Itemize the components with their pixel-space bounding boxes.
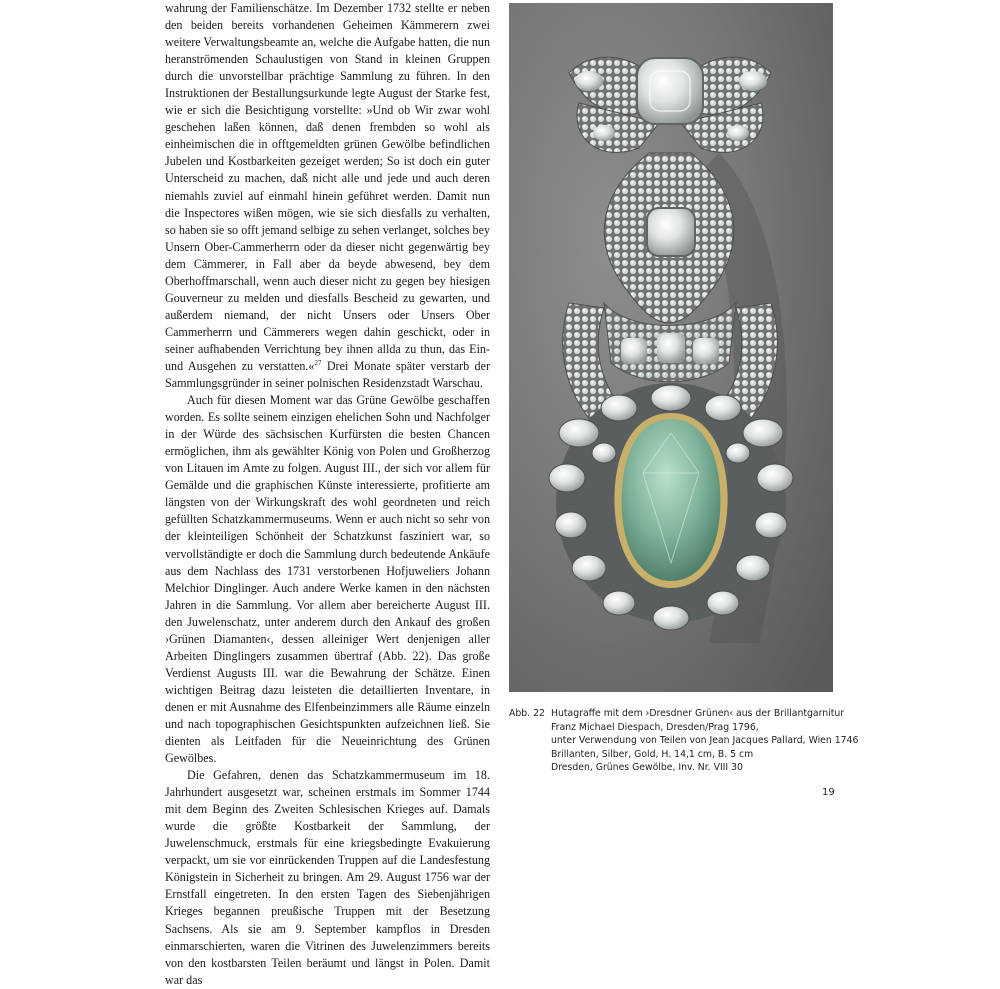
caption-line: Hutagraffe mit dem ›Dresdner Grünen‹ aus der Brillantgarnitur [551, 708, 845, 719]
hat-clasp-illustration [509, 3, 833, 692]
footnote-marker[interactable]: 27 [314, 358, 322, 367]
paragraph-1-tail: Drei Monate später verstarb der Sammlungsgründer in seiner polnischen Residenzstadt Warschau. [165, 358, 490, 391]
caption-line: unter Verwendung von Teilen von Jean Jacques Pallard, Wien 1746 [551, 735, 859, 746]
paragraph-1 [165, 0, 490, 392]
caption-line: Dresden, Grünes Gewölbe, Inv. Nr. VIII 30 [551, 762, 743, 773]
page-number: 19 [822, 787, 835, 798]
green-diamond [622, 419, 721, 581]
paragraph-2: Auch für diesen Moment war das Grüne Gewölbe geschaffen worden. Es sollte seinem einzigen ehelichen Sohn und Nachfolger in der Würde des sächsischen Kurfürsten die besten Chancen ermöglichen, ihm als gewählter König von Polen und Großherzog von Litauen im Amte zu folgen. August III., der sich vor allem für Gemälde und die graphischen Künste interessierte, profitierte am längsten von der Wirkungskraft des wohl geordneten und reich gefüllten Schatzkammermuseums. Wenn er auch nicht so sehr von der kleinteiligen Schönheit der Schatzkunst fasziniert war, so vervollständigte er doch die Sammlung durch bedeutende Ankäufe aus dem Nachlass des 1731 verstorbenen Hofjuweliers Johann Melchior Dinglinger. Auch andere Werke kamen in den nächsten Jahren in die Sammlung. Vor allem aber bereicherte August III. den Juwelenschatz, unter anderem durch den Ankauf des großen ›Grünen Diamanten‹, dessen alleiniger Wert denjenigen aller Arbeiten Dinglingers zusammen übertraf (Abb. 22). Das große Verdienst Augusts III. war die Bewahrung der Schätze. Einen wichtigen Beitrag dazu leisteten die detaillierten Inventare, in denen er mit Ausnahme des Elfenbeinzimmers alle Räume einzeln und nach topographischen Gesichtspunkten aufzeichnen ließ. Sie dienten als Leitfaden für die Neueinrichtung des Grünen Gewölbes. [165, 393, 490, 766]
body-text-column [165, 0, 490, 989]
caption-line: Franz Michael Diespach, Dresden/Prag 1796, [551, 721, 759, 733]
caption-line: Brillanten, Silber, Gold, H. 14,1 cm, B. 5 cm [551, 748, 754, 760]
caption-lines [551, 707, 859, 775]
paragraph-1-text: wahrung der Familienschätze. Im Dezember 1732 stellte er neben den beiden bereits vorhandenen Geheimen Kämmerern zwei weitere Verwaltungsbeamte an, welche die Aufgabe hatten, die nun heranströmenden Schaulustigen von Stand in kleinen Gruppen durch die unvorstellbar prächtige Sammlung zu führen. In den Instruktionen der Bestallungsurkunde legte August der Starke fest, wie er sich die Besichtigung vorstellte: »Und ob Wir zwar wohl geschehen laßen können, daß denen frembden so wohl als einheimischen die in offtgemeldten grünen Gewölbe befindlichen Jubelen und Kostbarkeiten gezeiget werden; So ist doch ein guter Unterscheid zu machen, daß nicht alle und jede und auch deren niemahls zuviel auf einmahl hinein geführet werden. Damit nun die Inspectores wißen mögen, wie sie sich diesfalls zu verhalten, so haben sie so offt jemand selbige zu sehen verlanget, solches bey Unsern Ober-Cammerherrn oder da dieser nicht gegenwärtig bey dem Cämmerer, in Fall aber da beyde abwesend, bey dem Oberhoffmarschall, wenn auch dieser nicht zu gegen bey hiesigen Gouverneur zu melden und diesfalls Bescheid zu gewarten, und außerdem niemand, der nicht Unsers oder Unsers Ober Cammerherrn und Cämmerers wegen dahin geschickt, oder in seiner aufhabenden Verrichtung bey ihnen allda zu thun, das Ein- und Ausgehen zu verstatten.« [165, 1, 490, 373]
jewel-photograph [509, 3, 833, 692]
paragraph-3: Die Gefahren, denen das Schatzkammermuseum im 18. Jahrhundert ausgesetzt war, scheinen erstmals im Sommer 1744 mit dem Beginn des Zweiten Schlesischen Krieges auf. Damals wurde die größte Kostbarkeit der Sammlung, der Juwelenschmuck, erstmals für eine kriegsbedingte Evakuierung verpackt, um sie vor einrückenden Truppen auf die Landesfestung Königstein in Sicherheit zu bringen. Am 29. August 1756 war der Ernstfall eingetreten. In den ersten Tagen des Siebenjährigen Krieges begannen preußische Truppen mit der Besetzung Sachsens. Als sie am 9. September kampflos in Dresden einmarschierten, waren die Vitrinen des Juwelenzimmers bereits von den kostbarsten Teilen beräumt und längst in Polen. Damit war das [165, 768, 490, 987]
figure-label: Abb. 22 [509, 708, 545, 719]
